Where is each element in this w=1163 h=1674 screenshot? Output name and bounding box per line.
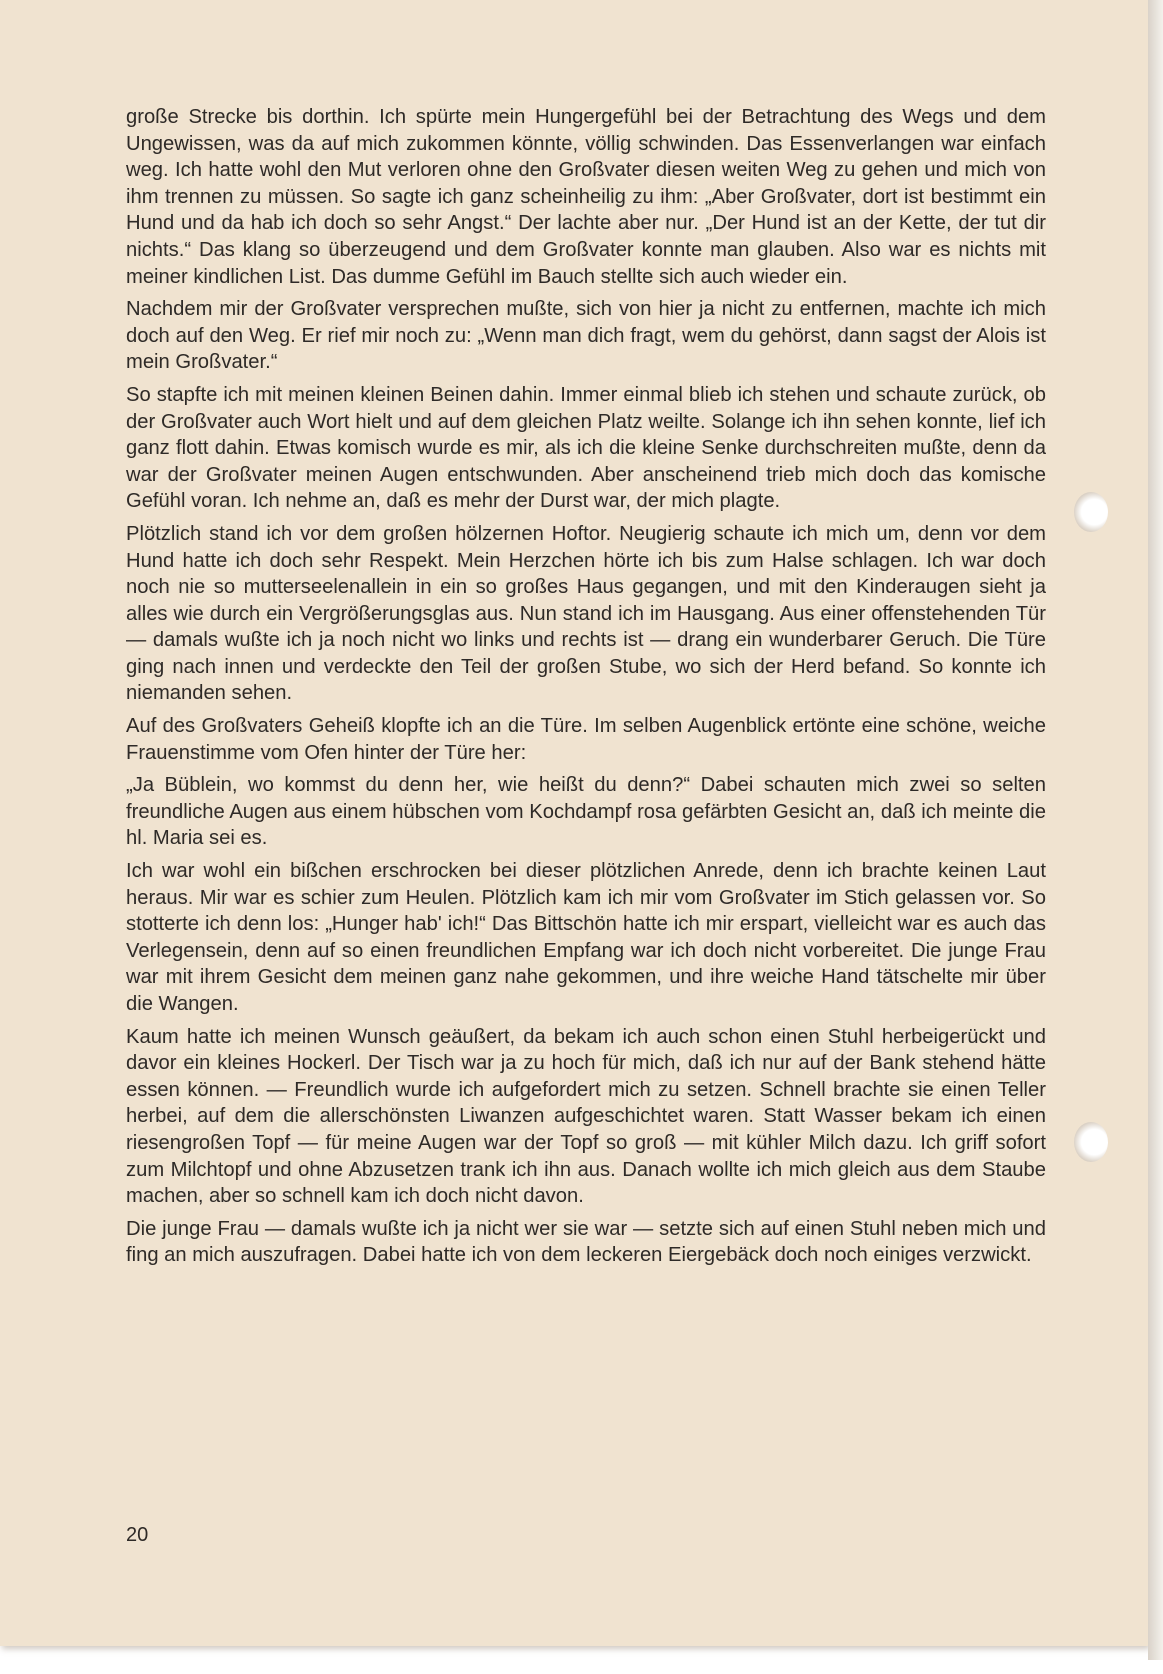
punch-hole-bottom [1074, 1122, 1108, 1162]
paragraph: Auf des Großvaters Geheiß klopfte ich an die Türe. Im selben Augenblick ertönte eine schöne, weiche Frauenstimme vom Ofen hinter der Türe her: [126, 715, 1046, 764]
paragraph: „Ja Büblein, wo kommst du denn her, wie heißt du denn?“ Dabei schauten mich zwei so selten freundliche Augen aus einem hübschen vom Kochdampf rosa gefärbten Gesicht an, daß ich meinte die hl. Maria sei es. [126, 774, 1046, 850]
underlying-page-edge [1148, 0, 1163, 1660]
body-text [126, 104, 1046, 1275]
paragraph: So stapfte ich mit meinen kleinen Beinen dahin. Immer einmal blieb ich stehen und schaute zurück, ob der Großvater auch Wort hielt und auf dem gleichen Platz weilte. Solange ich ihn sehen konnte, lief ich ganz flott dahin. Etwas komisch wurde es mir, als ich die kleine Senke durchschreiten mußte, denn da war der Großvater meinen Augen entschwunden. Aber anscheinend trieb mich doch das komische Gefühl voran. Ich nehme an, daß es mehr der Durst war, der mich plagte. [126, 383, 1046, 513]
paragraph: Die junge Frau — damals wußte ich ja nicht wer sie war — setzte sich auf einen Stuhl neben mich und fing an mich auszufragen. Dabei hatte ich von dem leckeren Eiergebäck doch noch einiges verzwickt. [126, 1217, 1046, 1267]
paragraph: Nachdem mir der Großvater versprechen mußte, sich von hier ja nicht zu entfernen, machte ich mich doch auf den Weg. Er rief mir noch zu: „Wenn man dich fragt, wem du gehörst, dann sagst der Alois ist mein Großvater.“ [126, 298, 1046, 374]
paragraph: Ich war wohl ein bißchen erschrocken bei dieser plötzlichen Anrede, denn ich brachte keinen Laut heraus. Mir war es schier zum Heulen. Plötzlich kam ich mir vom Großvater im Stich gelassen vor. So stotterte ich denn los: „Hunger hab' ich!“ Das Bittschön hatte ich mir erspart, vielleicht war es auch das Verlegensein, denn auf so einen freundlichen Empfang war ich doch nicht vorbereitet. Die junge Frau war mit ihrem Gesicht dem meinen ganz nahe gekommen, und ihre weiche Hand tätschelte mir über die Wangen. [126, 860, 1046, 1015]
paragraph: Kaum hatte ich meinen Wunsch geäußert, da bekam ich auch schon einen Stuhl herbeigerückt und davor ein kleines Hockerl. Der Tisch war ja zu hoch für mich, daß ich nur auf der Bank stehend hätte essen können. — Freundlich wurde ich aufgefordert mich zu setzen. Schnell brachte sie einen Teller herbei, auf dem die allerschönsten Liwanzen aufgeschichtet waren. Statt Wasser bekam ich einen riesengroßen Topf — für meine Augen war der Topf so groß — mit kühler Milch dazu. Ich griff sofort zum Milchtopf und ohne Abzusetzen trank ich ihn aus. Danach wollte ich mich gleich aus dem Staube machen, aber so schnell kam ich doch nicht davon. [126, 1025, 1046, 1208]
page-number: 20 [126, 1524, 149, 1546]
paragraph: große Strecke bis dorthin. Ich spürte mein Hungergefühl bei der Betrachtung des Wegs und dem Ungewissen, was da auf mich zukommen könnte, völlig schwinden. Das Essenverlangen war einfach weg. Ich hatte wohl den Mut verloren ohne den Großvater diesen weiten Weg zu gehen und mich von ihm trennen zu müssen. So sagte ich ganz scheinheilig zu ihm: „Aber Großvater, dort ist bestimmt ein Hund und da hab ich doch so sehr Angst.“ Der lachte aber nur. „Der Hund ist an der Kette, der tut dir nichts.“ Das klang so überzeugend und dem Großvater konnte man glauben. Also war es nichts mit meiner kindlichen List. Das dumme Gefühl im Bauch stellte sich auch wieder ein. [126, 106, 1046, 288]
paragraph: Plötzlich stand ich vor dem großen hölzernen Hoftor. Neugierig schaute ich mich um, denn vor dem Hund hatte ich doch sehr Respekt. Mein Herzchen hörte ich bis zum Halse schlagen. Ich war doch noch nie so mutterseelenallein in ein so großes Haus gegangen, und mit den Kinderaugen sieht ja alles wie durch ein Vergrößerungsglas aus. Nun stand ich im Hausgang. Aus einer offenstehenden Tür — damals wußte ich ja noch nicht wo links und rechts ist — drang ein wunderbarer Geruch. Die Türe ging nach innen und verdeckte den Teil der großen Stube, wo sich der Herd befand. So konnte ich niemanden sehen. [126, 522, 1046, 705]
punch-hole-top [1074, 492, 1108, 532]
